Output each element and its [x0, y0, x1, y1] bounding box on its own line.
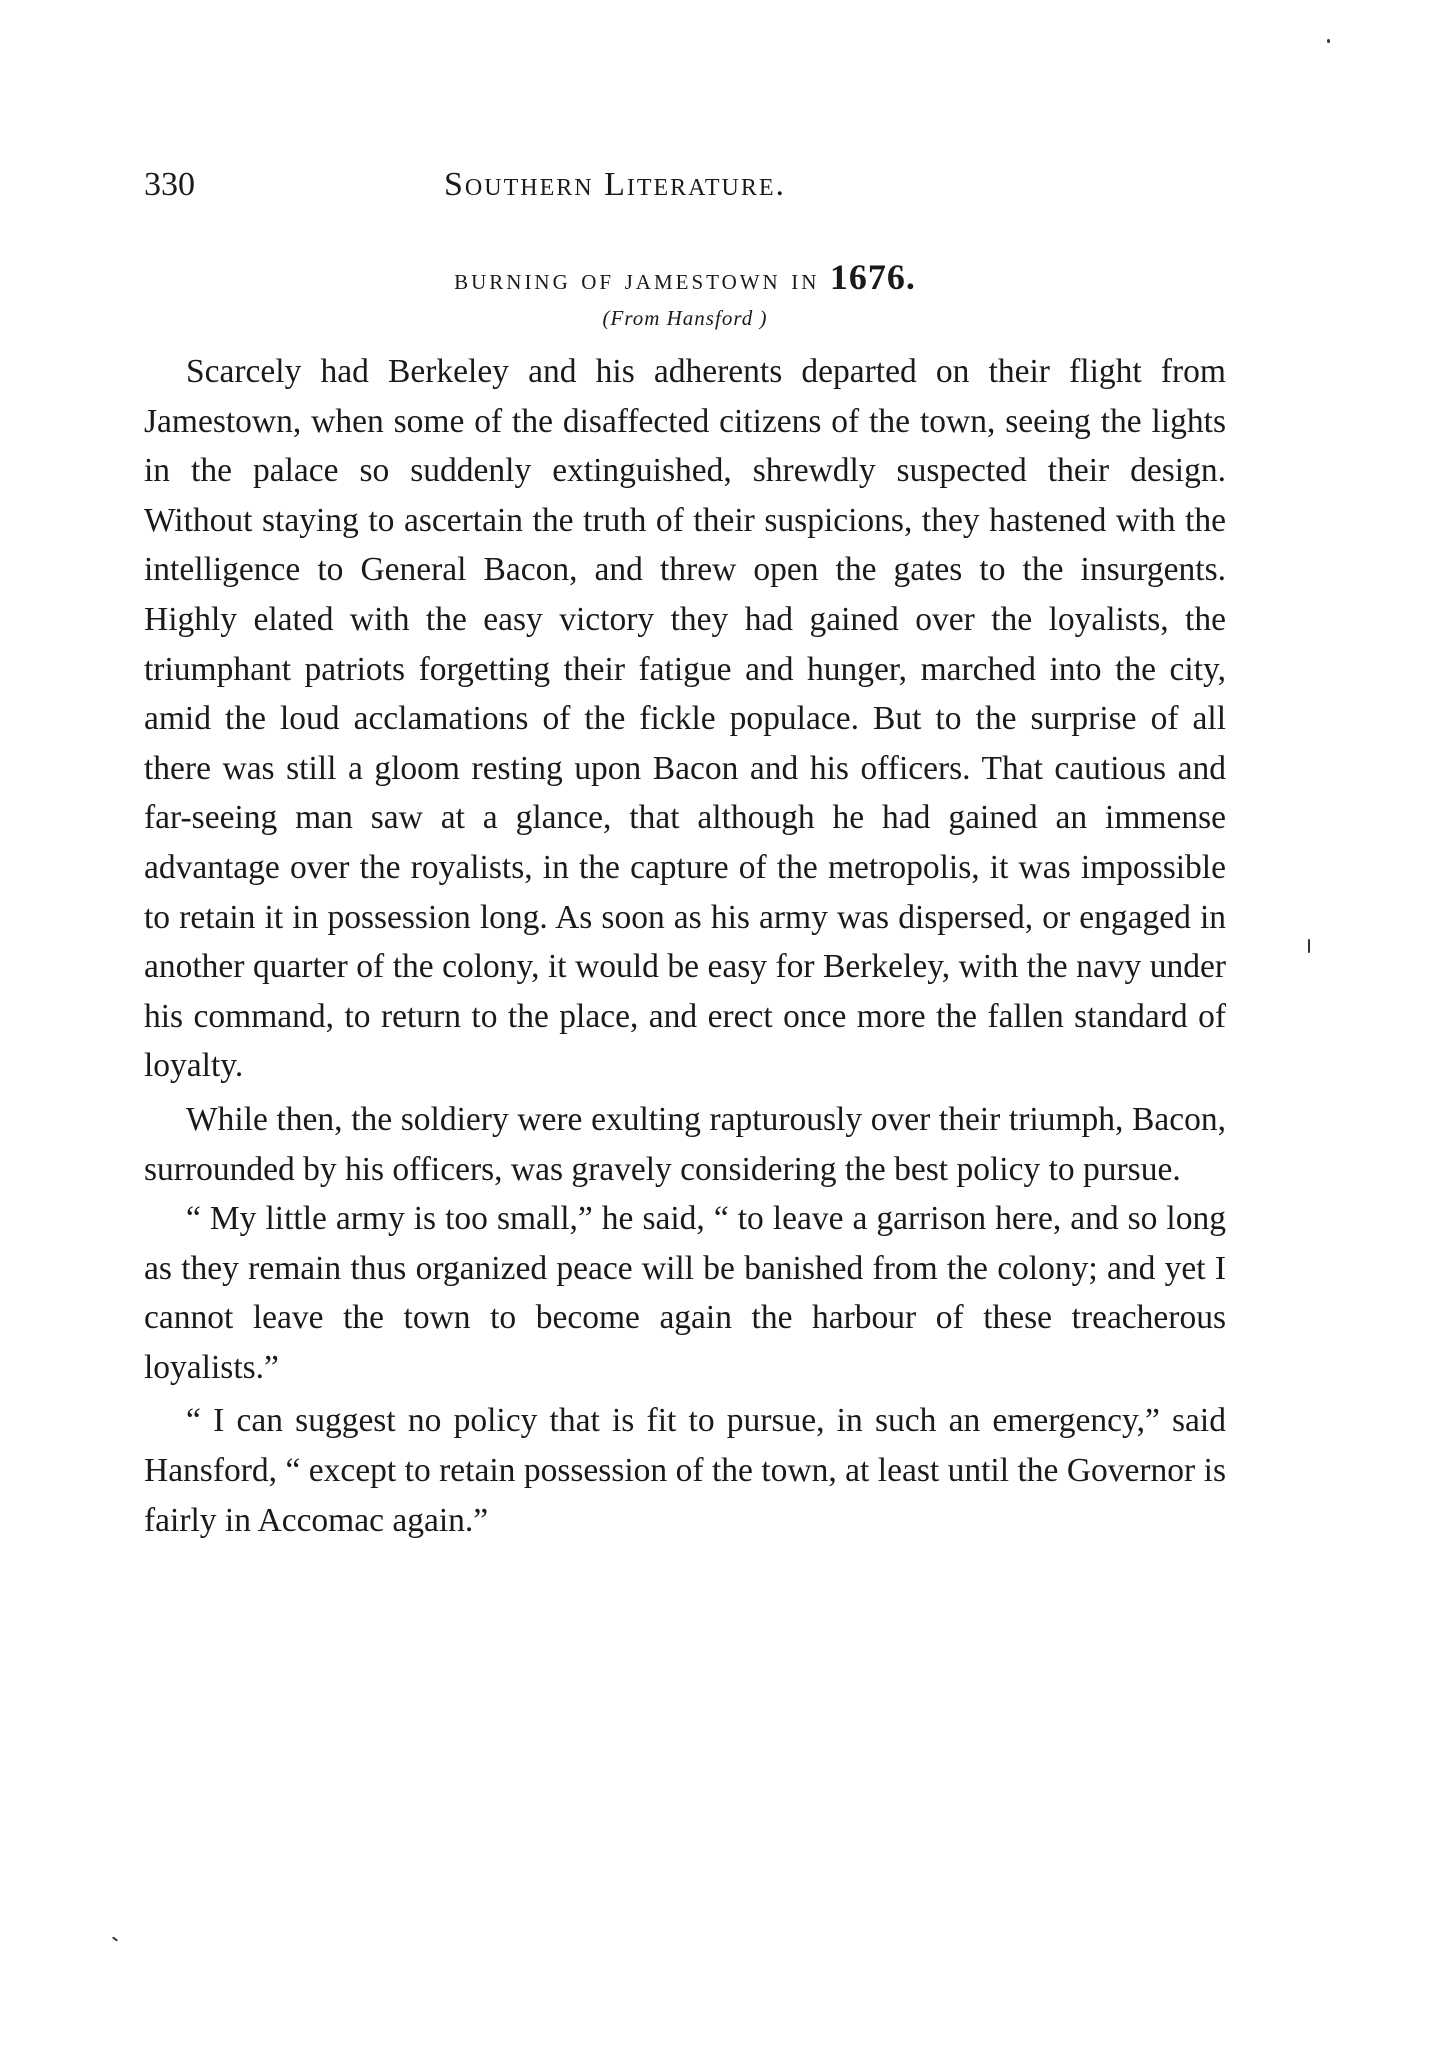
paragraph-2: While then, the soldiery were exulting rapturously over their triumph, Bacon, surrounded by his officers, was gravely considering the best policy to pursue.	[144, 1100, 1226, 1188]
paper-speck	[1327, 39, 1330, 43]
article-source: (From Hansford )	[602, 306, 768, 330]
paper-speck	[1308, 939, 1310, 953]
article-title-year: 1676.	[829, 257, 916, 297]
body-text	[144, 347, 1226, 1545]
paper-speck	[112, 1936, 118, 1941]
paragraph-4: “ I can suggest no policy that is fit to pursue, in such an emergency,” said Hansford, “ except to retain possession of the town, at least until the Governor is fairly in Accomac again.”	[144, 1402, 1226, 1539]
article-title	[144, 256, 1226, 298]
paragraph-1: Scarcely had Berkeley and his adherents departed on their flight from Jamestown, when some of the disaffected citizens of the town, seeing the lights in the palace so suddenly extinguished, shrewdly suspected their design. Without staying to ascertain the truth of their suspicions, they hastened with the intelligence to General Bacon, and threw open the gates to the insurgents. Highly elated with the easy victory they had gained over the loyalists, the triumphant patriots forgetting their fatigue and hunger, marched into the city, amid the loud acclamations of the fickle populace. But to the surprise of all there was still a gloom resting upon Bacon and his officers. That cautious and far-seeing man saw at a glance, that although he had gained an immense advantage over the royalists, in the capture of the metropolis, it was impossible to retain it in possession long. As soon as his army was dispersed, or engaged in another quarter of the colony, it would be easy for Berkeley, with the navy under his command, to return to the place, and erect once more the fallen standard of loyalty.	[144, 353, 1226, 1085]
running-head	[144, 166, 1226, 216]
paragraph-3: “ My little army is too small,” he said, “ to leave a garrison here, and so long as they remain thus organized peace will be banished from the colony; and yet I cannot leave the town to become again the harbour of these treacherous loyalists.”	[144, 1200, 1226, 1386]
running-title: Southern Literature.	[444, 166, 786, 203]
article-title-text: burning of jamestown in	[454, 263, 820, 296]
page-number: 330	[144, 166, 195, 203]
